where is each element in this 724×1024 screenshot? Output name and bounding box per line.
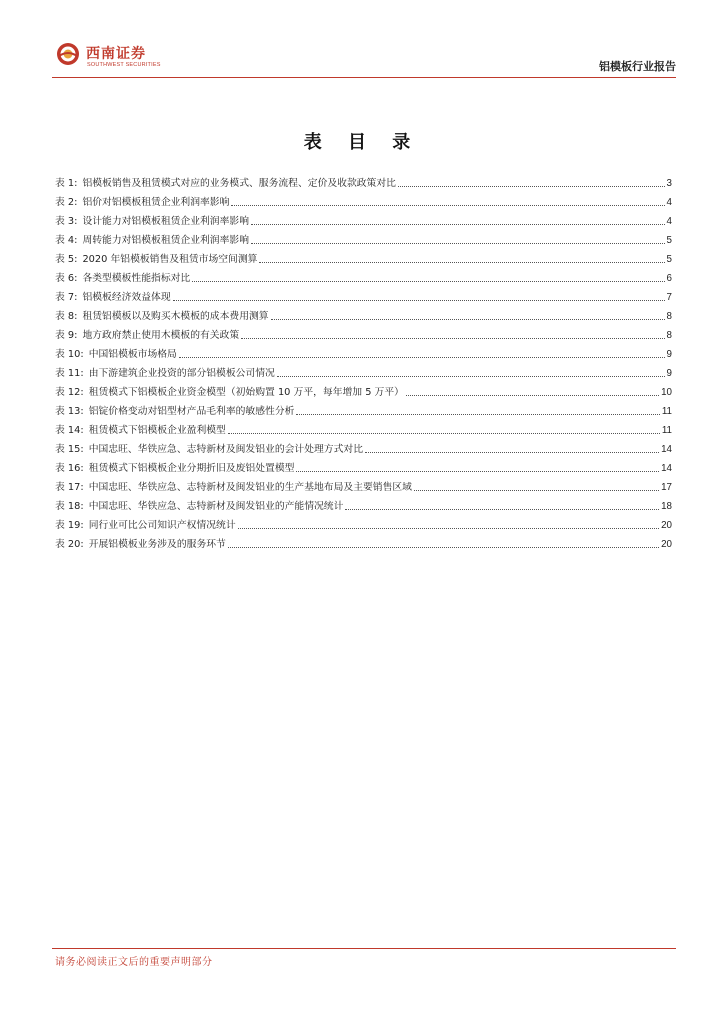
toc-entry-page-number: 5 (666, 235, 672, 246)
toc-entry-title: 中国忠旺、华铁应急、志特新材及闽发铝业的会计处理方式对比 (88, 444, 363, 455)
toc-entry-title: 铝模板销售及租赁模式对应的业务模式、服务流程、定价及收款政策对比 (82, 178, 396, 189)
toc-dot-leader (277, 376, 665, 377)
toc-entry[interactable] (55, 304, 672, 323)
toc-dot-leader (406, 395, 659, 396)
toc-entry-page-number: 14 (661, 444, 672, 455)
toc-entry-title: 各类型模板性能指标对比 (82, 273, 191, 284)
toc-entry-page-number: 8 (666, 330, 672, 341)
toc-dot-leader (251, 224, 665, 225)
toc-entry-page-number: 5 (666, 254, 672, 265)
toc-entry-page-number: 10 (661, 387, 672, 398)
toc-entry-title: 2020 年铝模板销售及租赁市场空间测算 (82, 254, 258, 265)
toc-entry-label: 表 20: (55, 539, 84, 550)
header-divider (52, 77, 676, 78)
toc-title: 表 目 录 (303, 132, 421, 153)
toc-entry[interactable] (55, 532, 672, 551)
toc-entry-label: 表 19: (55, 520, 84, 531)
toc-entry-page-number: 20 (661, 539, 672, 550)
toc-entry-label: 表 12: (55, 387, 84, 398)
toc-entry[interactable] (55, 266, 672, 285)
toc-dot-leader (238, 528, 659, 529)
toc-dot-leader (345, 509, 659, 510)
toc-entry[interactable] (55, 437, 672, 456)
toc-entry-label: 表 7: (55, 292, 78, 303)
toc-entry-page-number: 3 (666, 178, 672, 189)
toc-entry-page-number: 11 (661, 425, 672, 436)
toc-entry-title: 地方政府禁止使用木模板的有关政策 (82, 330, 240, 341)
toc-entry-page-number: 14 (661, 463, 672, 474)
toc-entry-page-number: 4 (666, 197, 672, 208)
toc-entry-label: 表 6: (55, 273, 78, 284)
toc-entry[interactable] (55, 190, 672, 209)
toc-entry-page-number: 6 (666, 273, 672, 284)
toc-entry-page-number: 18 (661, 501, 672, 512)
footer-divider (52, 948, 676, 949)
toc-entry[interactable] (55, 171, 672, 190)
toc-entry-label: 表 8: (55, 311, 78, 322)
toc-dot-leader (296, 414, 659, 415)
toc-entry-title: 铝模板经济效益体现 (82, 292, 171, 303)
toc-entry-title: 中国忠旺、华铁应急、志特新材及闽发铝业的生产基地布局及主要销售区域 (88, 482, 412, 493)
toc-entry-label: 表 13: (55, 406, 84, 417)
toc-entry[interactable] (55, 361, 672, 380)
disclaimer-note: 请务必阅读正文后的重要声明部分 (55, 957, 213, 968)
toc-entry-title: 租赁铝模板以及购买木模板的成本费用测算 (82, 311, 269, 322)
toc-entry-label: 表 3: (55, 216, 78, 227)
toc-entry-page-number: 9 (666, 368, 672, 379)
toc-entry-title: 中国铝模板市场格局 (88, 349, 177, 360)
toc-entry[interactable] (55, 494, 672, 513)
toc-dot-leader (192, 281, 664, 282)
toc-entry[interactable] (55, 513, 672, 532)
toc-entry[interactable] (55, 247, 672, 266)
toc-entry[interactable] (55, 380, 672, 399)
toc-entry[interactable] (55, 323, 672, 342)
toc-dot-leader (228, 547, 659, 548)
toc-dot-leader (241, 338, 664, 339)
toc-entry-page-number: 7 (666, 292, 672, 303)
toc-entry-label: 表 10: (55, 349, 84, 360)
toc-dot-leader (231, 205, 664, 206)
toc-entry-title: 设计能力对铝模板租赁企业利润率影响 (82, 216, 249, 227)
toc-entry-page-number: 20 (661, 520, 672, 531)
toc-dot-leader (179, 357, 665, 358)
toc-entry-label: 表 4: (55, 235, 78, 246)
toc-entry[interactable] (55, 399, 672, 418)
toc-entry-title: 开展铝模板业务涉及的服务环节 (88, 539, 226, 550)
toc-entry[interactable] (55, 475, 672, 494)
toc-entry-label: 表 14: (55, 425, 84, 436)
table-of-contents (55, 171, 672, 551)
toc-entry-title: 由下游建筑企业投资的部分铝模板公司情况 (88, 368, 275, 379)
toc-dot-leader (259, 262, 664, 263)
page-header (52, 40, 676, 82)
toc-dot-leader (365, 452, 659, 453)
toc-dot-leader (271, 319, 665, 320)
toc-entry[interactable] (55, 285, 672, 304)
toc-entry-label: 表 16: (55, 463, 84, 474)
toc-entry-title: 租赁模式下铝模板企业资金模型（初始购置 10 万平，每年增加 5 万平） (88, 387, 404, 398)
toc-entry-title: 铝价对铝模板租赁企业利润率影响 (82, 197, 230, 208)
toc-entry-title: 周转能力对铝模板租赁企业利润率影响 (82, 235, 249, 246)
toc-entry[interactable] (55, 456, 672, 475)
toc-entry-page-number: 8 (666, 311, 672, 322)
toc-entry-page-number: 4 (666, 216, 672, 227)
toc-entry[interactable] (55, 418, 672, 437)
toc-entry-label: 表 18: (55, 501, 84, 512)
toc-entry-title: 同行业可比公司知识产权情况统计 (88, 520, 236, 531)
brand-name-cn: 西南证券 (86, 46, 146, 62)
company-logo-icon (56, 42, 80, 66)
toc-entry-label: 表 1: (55, 178, 78, 189)
report-type-title: 铝模板行业报告 (599, 60, 676, 73)
toc-entry-title: 铝锭价格变动对铝型材产品毛利率的敏感性分析 (88, 406, 295, 417)
toc-dot-leader (251, 243, 665, 244)
toc-dot-leader (296, 471, 659, 472)
toc-dot-leader (228, 433, 660, 434)
toc-entry[interactable] (55, 228, 672, 247)
toc-entry-title: 中国忠旺、华铁应急、志特新材及闽发铝业的产能情况统计 (88, 501, 344, 512)
toc-entry-label: 表 9: (55, 330, 78, 341)
toc-entry-page-number: 17 (661, 482, 672, 493)
toc-entry-label: 表 17: (55, 482, 84, 493)
toc-entry[interactable] (55, 209, 672, 228)
toc-entry-title: 租赁模式下铝模板企业盈利模型 (88, 425, 226, 436)
toc-dot-leader (173, 300, 665, 301)
toc-dot-leader (398, 186, 665, 187)
toc-entry-title: 租赁模式下铝模板企业分期折旧及废铝处置模型 (88, 463, 295, 474)
toc-entry-page-number: 11 (661, 406, 672, 417)
toc-entry-label: 表 11: (55, 368, 84, 379)
toc-dot-leader (414, 490, 659, 491)
toc-entry-label: 表 5: (55, 254, 78, 265)
toc-entry-label: 表 2: (55, 197, 78, 208)
toc-entry[interactable] (55, 342, 672, 361)
toc-entry-label: 表 15: (55, 444, 84, 455)
brand-name-en: SOUTHWEST SECURITIES (87, 62, 161, 68)
toc-entry-page-number: 9 (666, 349, 672, 360)
